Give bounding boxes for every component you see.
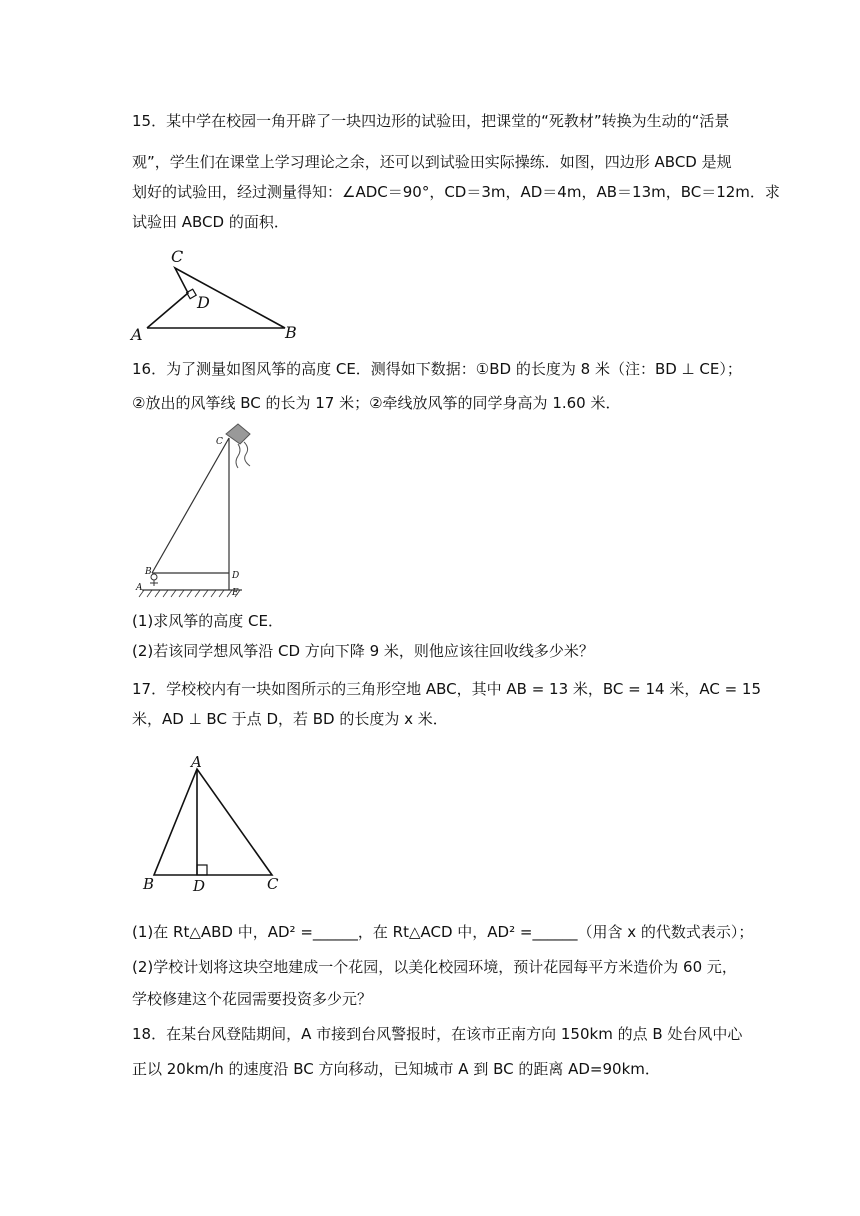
- q15-figure-quadrilateral: [125, 244, 315, 344]
- q15-line-1: 15．某中学在校园一角开辟了一块四边形的试验田，把课堂的“死教材”转换为生动的“活景: [132, 112, 730, 130]
- q16-label-e: E: [232, 588, 239, 598]
- q16-figure-kite: [130, 418, 270, 606]
- q18-line-1: 18．在某台风登陆期间，A 市接到台风警报时，在该市正南方向 150km 的点 B 处台风中心: [132, 1025, 743, 1043]
- q16-sub-2: (2)若该同学想风筝沿 CD 方向下降 9 米，则他应该往回收线多少米？: [132, 642, 594, 660]
- q17-label-d: D: [193, 877, 206, 895]
- q17-line-1: 17．学校校内有一块如图所示的三角形空地 ABC，其中 AB = 13 米，BC = 14 米，AC = 15: [132, 680, 762, 698]
- q16-line-1: 16．为了测量如图风筝的高度 CE．测得如下数据：①BD 的长度为 8 米（注：BD ⊥ CE）；: [132, 360, 742, 378]
- q16-label-b: B: [145, 567, 152, 577]
- q15-label-a: A: [131, 325, 143, 344]
- q17-label-c: C: [267, 875, 279, 893]
- q15-label-c: C: [171, 247, 184, 266]
- q15-label-b: B: [285, 323, 297, 342]
- q16-sub-1: (1)求风筝的高度 CE．: [132, 612, 283, 630]
- q15-label-d: D: [197, 293, 210, 312]
- q18-line-2: 正以 20km/h 的速度沿 BC 方向移动，已知城市 A 到 BC 的距离 AD=90km．: [132, 1060, 660, 1078]
- q15-line-2: 观”，学生们在课堂上学习理论之余，还可以到试验田实际操练．如图，四边形 ABCD 是规: [132, 153, 732, 171]
- q17-label-b: B: [143, 875, 155, 893]
- q16-label-d: D: [232, 571, 240, 581]
- q16-label-c: C: [216, 437, 223, 447]
- q17-sub-1: (1)在 Rt△ABD 中，AD² =______，在 Rt△ACD 中，AD² =______（用含 x 的代数式表示）；: [132, 923, 754, 941]
- q17-line-2: 米，AD ⊥ BC 于点 D，若 BD 的长度为 x 米．: [132, 710, 448, 728]
- q17-sub-2-line-1: (2)学校计划将这块空地建成一个花园，以美化校园环境，预计花园每平方米造价为 60 元，: [132, 958, 737, 976]
- q17-label-a: A: [191, 755, 202, 771]
- q15-line-4: 试验田 ABCD 的面积．: [132, 213, 289, 231]
- q16-label-a: A: [136, 583, 143, 593]
- q17-sub-2-line-2: 学校修建这个花园需要投资多少元？: [132, 990, 373, 1008]
- q16-line-2: ②放出的风筝线 BC 的长为 17 米；②牵线放风筝的同学身高为 1.60 米．: [132, 394, 621, 412]
- q15-line-3: 划好的试验田，经过测量得知：∠ADC＝90°，CD＝3m，AD＝4m，AB＝13m，BC＝12m．求: [132, 183, 780, 201]
- q17-figure-triangle: [140, 755, 290, 895]
